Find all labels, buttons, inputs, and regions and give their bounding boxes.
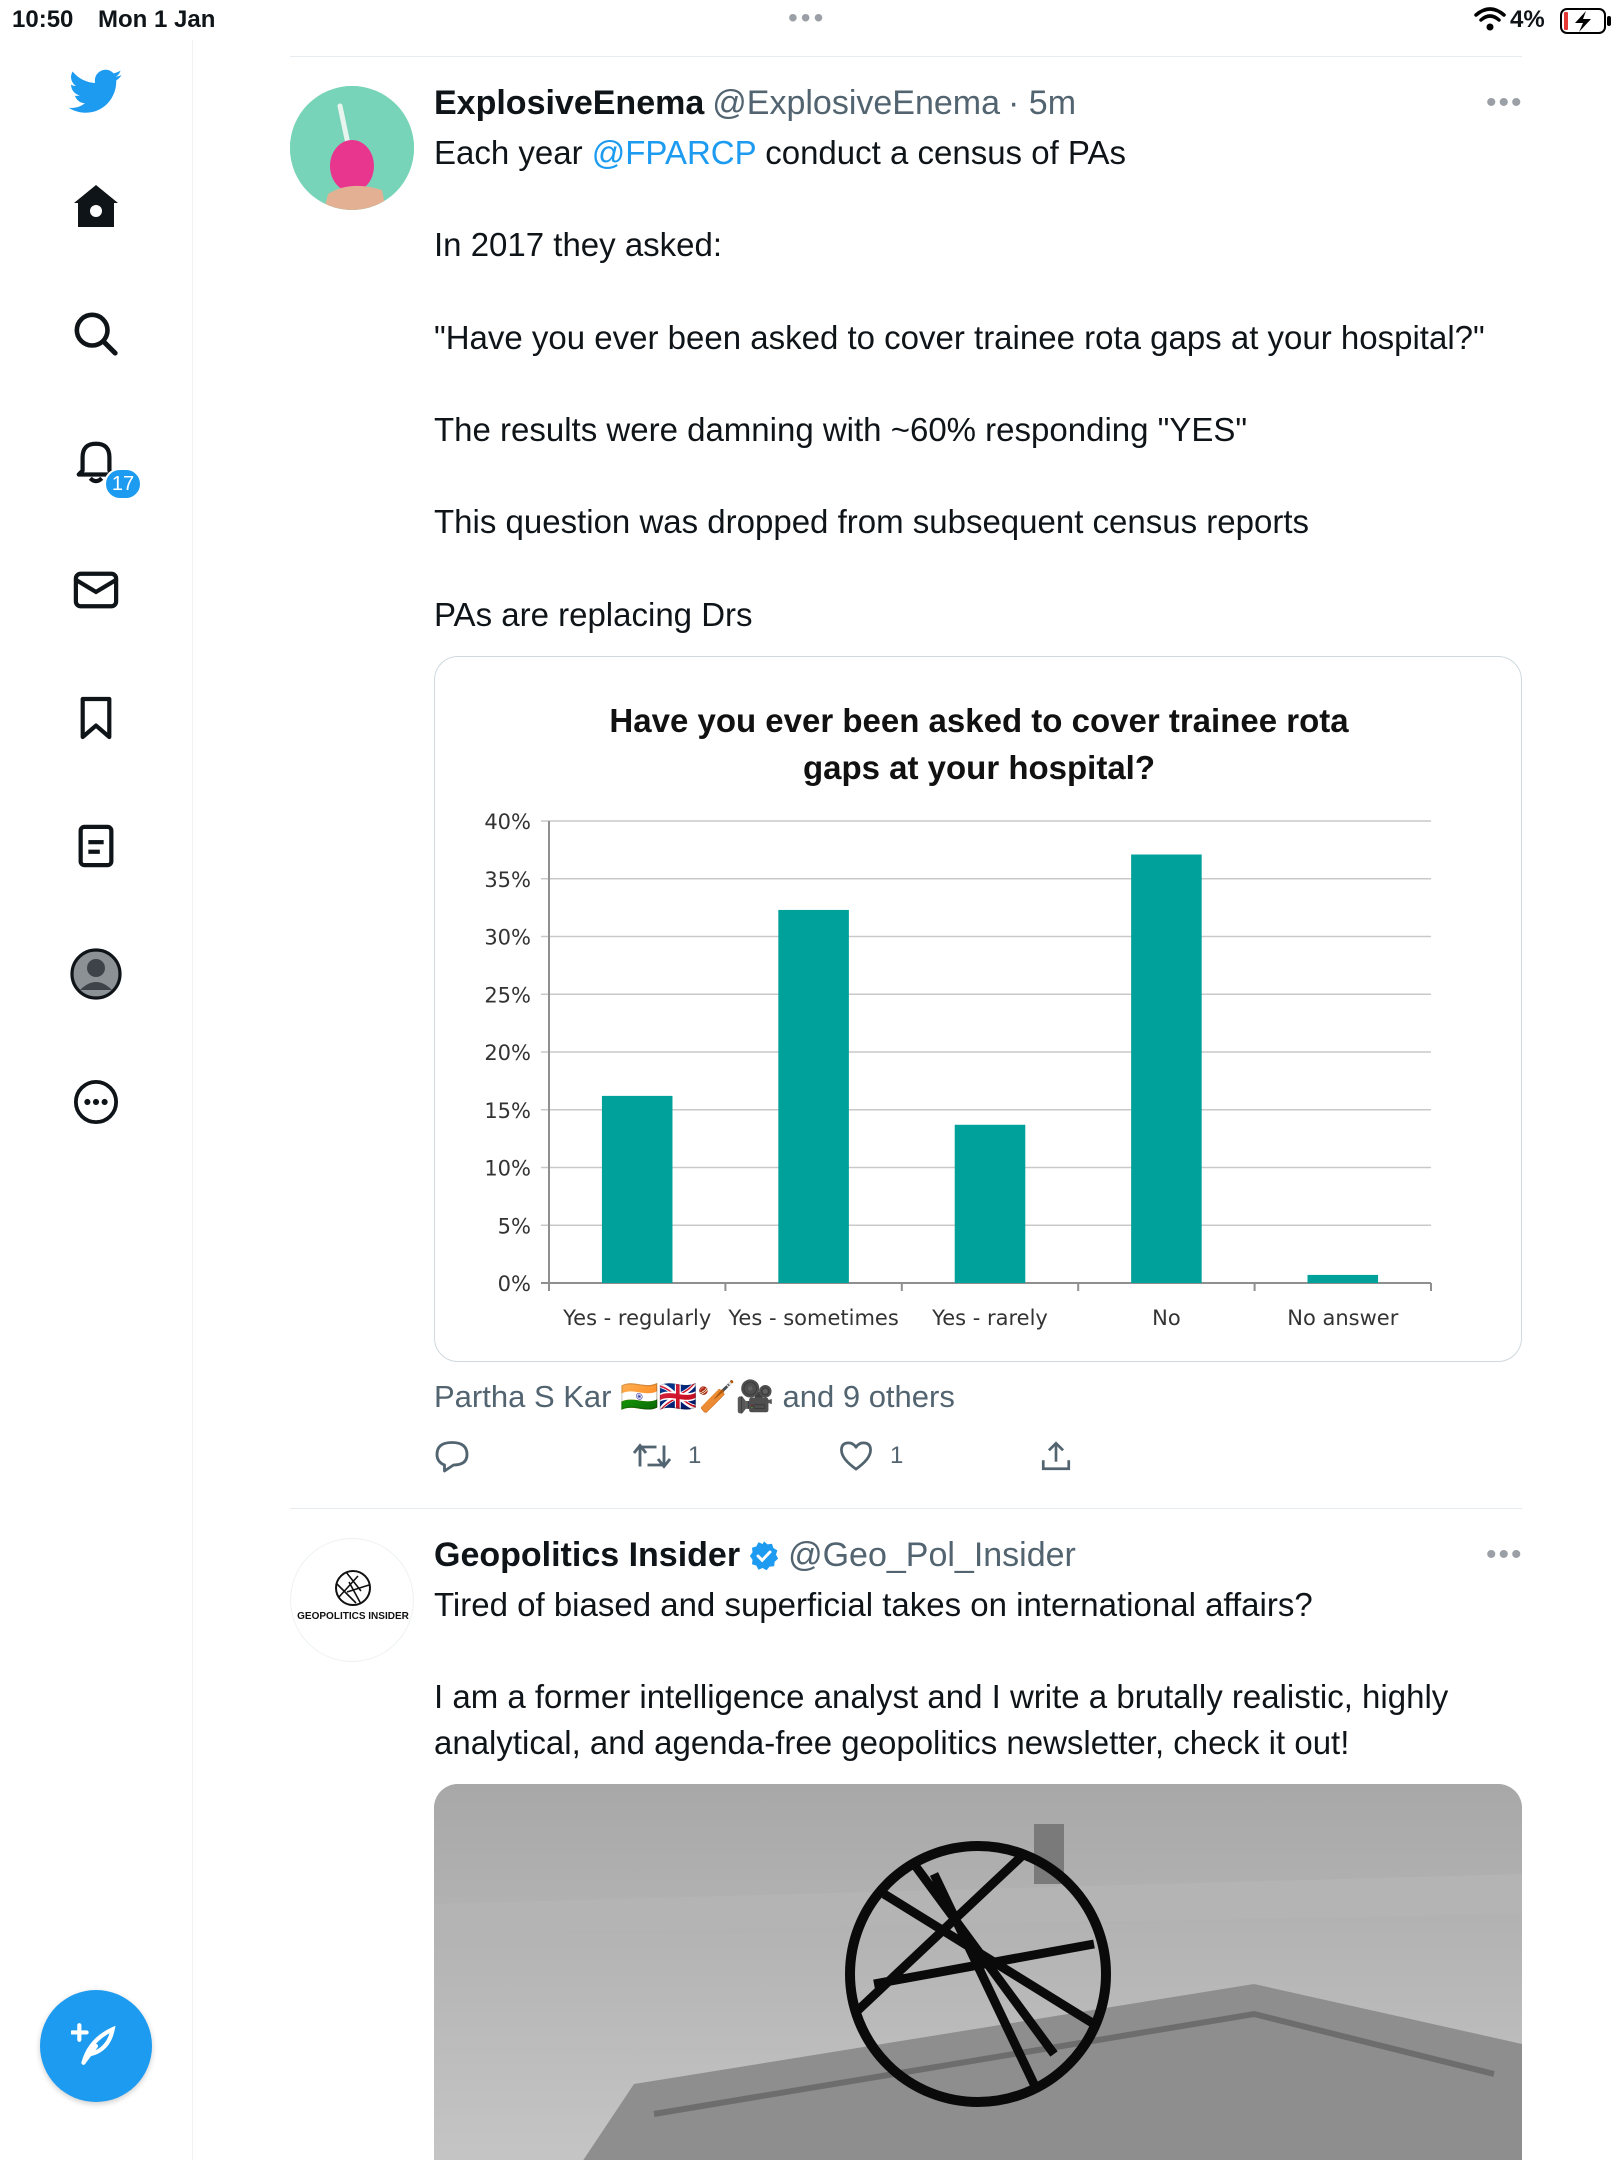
liked-by-others[interactable]: and 9 others — [782, 1378, 955, 1414]
tweet-paragraph: This question was dropped from subsequent census reports — [434, 503, 1309, 540]
messages-mail-icon[interactable] — [66, 560, 126, 620]
tweet-line — [434, 130, 1524, 176]
tweet-more-icon[interactable]: ••• — [1486, 1538, 1524, 1571]
tweet-paragraph: PAs are replacing Drs — [434, 596, 753, 633]
x-tick-label: Yes - regularly — [563, 1306, 712, 1330]
bar-chart — [435, 657, 1522, 1362]
avatar-wordmark: GEOPOLITICS INSIDER — [297, 1611, 409, 1622]
chart-title-line: Have you ever been asked to cover trainee rota — [609, 702, 1349, 739]
y-tick-label: 40% — [484, 810, 531, 834]
x-tick-label: Yes - sometimes — [728, 1306, 899, 1330]
chart-title-line: gaps at your hospital? — [802, 749, 1156, 786]
search-icon[interactable] — [66, 304, 126, 364]
battery-percent: 4% — [1510, 6, 1545, 33]
more-options-icon[interactable] — [66, 1072, 126, 1132]
tweet-media-image[interactable] — [434, 1784, 1522, 2160]
tweet-timestamp[interactable]: · 5m — [1008, 84, 1077, 122]
bar — [1131, 854, 1202, 1283]
tweet-header — [434, 84, 1076, 123]
x-tick-label: No answer — [1287, 1306, 1399, 1330]
tweet-author-avatar[interactable] — [290, 86, 414, 210]
heart-icon — [838, 1440, 874, 1472]
y-tick-label: 25% — [484, 983, 531, 1008]
multitasking-dots-icon[interactable]: ••• — [788, 2, 827, 33]
tweet-divider — [290, 1508, 1522, 1509]
bar — [955, 1125, 1026, 1283]
sidebar — [0, 40, 193, 2160]
twitter-logo-icon[interactable] — [66, 62, 126, 122]
feather-plus-icon — [71, 2021, 121, 2071]
status-bar — [0, 0, 1620, 40]
tweet-text-segment: Each year — [434, 134, 592, 171]
notification-count-badge[interactable]: 17 — [104, 468, 142, 500]
y-tick-label: 10% — [484, 1156, 531, 1181]
reply-button[interactable] — [434, 1436, 470, 1476]
tweet-header — [434, 1536, 1076, 1575]
y-tick-label: 30% — [484, 925, 531, 950]
tweet-paragraph: analytical, and agenda-free geopolitics newsletter, check it out! — [434, 1724, 1350, 1761]
share-icon — [1040, 1439, 1072, 1473]
reply-icon — [434, 1439, 470, 1473]
like-count: 1 — [890, 1442, 904, 1469]
y-tick-label: 5% — [497, 1214, 531, 1239]
y-tick-label: 0% — [497, 1272, 531, 1296]
tweet-text — [434, 130, 1524, 176]
tweet-paragraph: Tired of biased and superficial takes on international affairs? — [434, 1586, 1313, 1623]
battery-charging-icon — [1560, 8, 1612, 34]
tweet-more-icon[interactable]: ••• — [1486, 86, 1524, 119]
author-name[interactable]: Geopolitics Insider — [434, 1536, 741, 1574]
liked-by-row[interactable] — [434, 1378, 955, 1415]
tweet-paragraph: The results were damning with ~60% responding "YES" — [434, 411, 1248, 448]
x-tick-label: No — [1152, 1306, 1181, 1330]
y-tick-label: 20% — [484, 1041, 531, 1065]
bar — [602, 1096, 673, 1283]
author-handle[interactable]: @Geo_Pol_Insider — [788, 1536, 1076, 1574]
share-button[interactable] — [1040, 1436, 1072, 1476]
retweet-count: 1 — [688, 1442, 702, 1469]
tweet-paragraph: I am a former intelligence analyst and I write a brutally realistic, highly — [434, 1678, 1449, 1715]
author-handle[interactable]: @ExplosiveEnema — [712, 84, 1001, 122]
liked-by-name[interactable]: Partha S Kar 🇮🇳🇬🇧🏏🎥 — [434, 1379, 775, 1414]
tweet-text-segment: conduct a census of PAs — [756, 134, 1126, 171]
y-tick-label: 15% — [484, 1098, 531, 1123]
x-tick-label: Yes - rarely — [932, 1306, 1048, 1330]
aperture-logo-icon — [291, 1539, 414, 1662]
tweet-author-avatar[interactable] — [290, 1538, 414, 1662]
home-icon[interactable] — [66, 176, 126, 236]
mention-link[interactable]: @FPARCP — [591, 134, 757, 171]
status-time: 10:50 — [12, 6, 74, 33]
bar — [778, 910, 849, 1283]
tweet-image-card[interactable] — [434, 656, 1522, 1362]
lists-icon[interactable] — [66, 816, 126, 876]
timeline-top-divider — [290, 56, 1522, 57]
y-tick-label: 35% — [484, 867, 531, 892]
retweet-icon — [632, 1441, 672, 1471]
author-name[interactable]: ExplosiveEnema — [434, 84, 705, 122]
verified-badge-icon — [748, 1540, 780, 1572]
retweet-button[interactable] — [632, 1436, 701, 1476]
wifi-icon — [1474, 6, 1506, 32]
status-date: Mon 1 Jan — [98, 6, 216, 33]
bookmark-icon[interactable] — [66, 688, 126, 748]
tweet-paragraph: In 2017 they asked: — [434, 226, 723, 263]
profile-avatar-icon[interactable] — [66, 944, 126, 1004]
like-button[interactable] — [838, 1436, 903, 1476]
tweet-paragraph: "Have you ever been asked to cover trainee rota gaps at your hospital?" — [434, 319, 1485, 356]
compose-tweet-button[interactable] — [40, 1990, 152, 2102]
bar — [1308, 1275, 1379, 1283]
